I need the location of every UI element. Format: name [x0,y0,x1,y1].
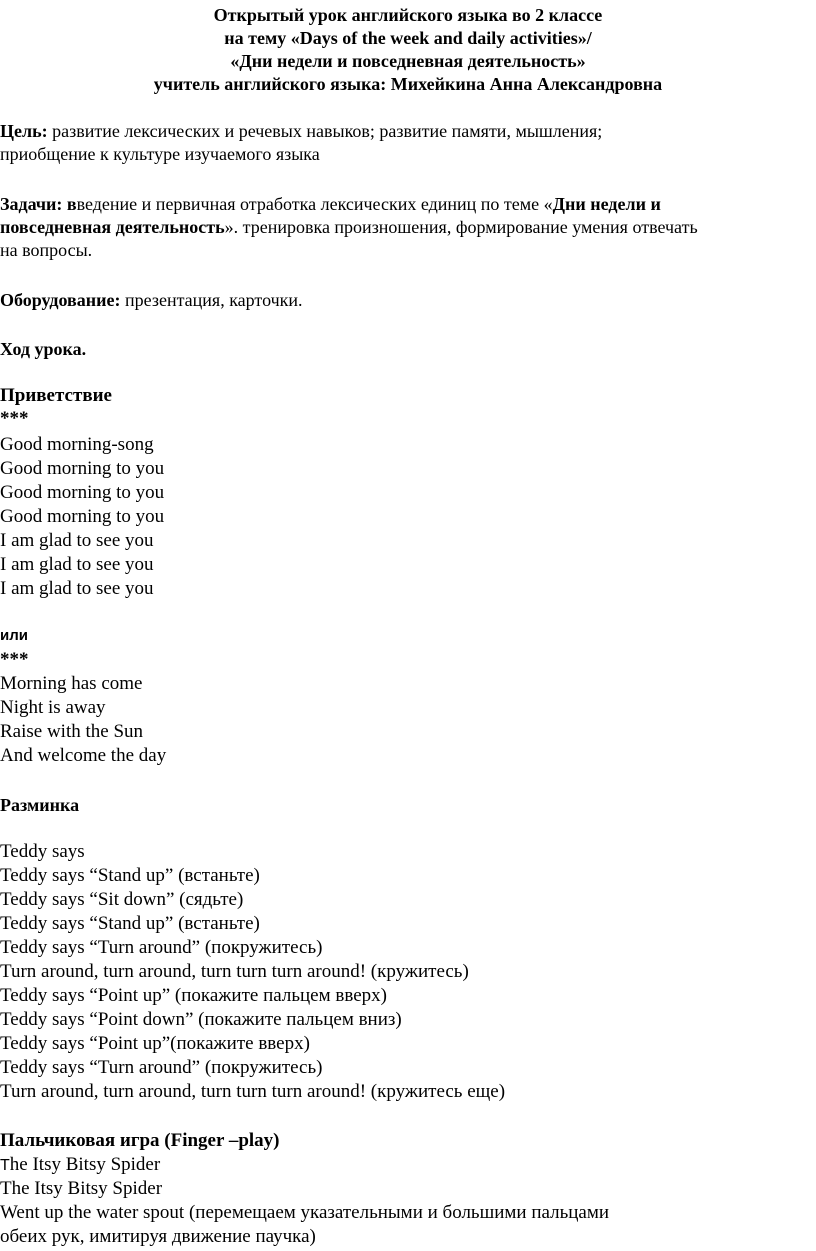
warmup-line: Teddy says “Turn around” (покружитесь) [0,1057,323,1078]
song2-line: Night is away [0,697,106,718]
warmup-line: Teddy says “Point up”(покажите вверх) [0,1033,310,1054]
finger-play-line-4: обеих рук, имитируя движение паучка) [0,1226,316,1247]
equipment-text: презентация, карточки. [120,290,303,310]
song1-line: I am glad to see you [0,530,154,551]
song1-line: I am glad to see you [0,578,154,599]
finger-play-line-2: The Itsy Bitsy Spider [0,1178,163,1199]
finger-play-line-3: Went up the water spout (перемещаем указательными и большими пальцами [0,1202,610,1223]
title-line-2: на тему «Days of the week and daily activities»/ [224,28,592,48]
tasks-topic-1: Дни недели и [552,194,661,214]
goal-paragraph [0,120,816,166]
title-line-1: Открытый урок английского языка во 2 классе [213,5,603,25]
song2-line: And welcome the day [0,745,167,766]
song2-line: Morning has come [0,673,143,694]
tasks-text-3: на вопросы. [0,240,93,260]
song2-line: Raise with the Sun [0,721,144,742]
warmup-line: Turn around, turn around, turn turn turn around! (кружитесь) [0,961,469,982]
finger-play-first-letter: T [0,1157,10,1174]
goal-text-1: развитие лексических и речевых навыков; развитие памяти, мышления; [47,121,603,141]
title-line-4: учитель английского языка: Михейкина Анна Александровна [153,74,663,94]
warmup-line: Teddy says “Point up” (покажите пальцем вверх) [0,985,387,1006]
warmup-line: Teddy says “Sit down” (сядьте) [0,889,244,910]
song1-line: Good morning to you [0,482,165,503]
warmup-line: Turn around, turn around, turn turn turn around! (кружитесь еще) [0,1081,506,1102]
warmup-heading: Разминка [0,795,80,815]
song1-line: Good morning to you [0,458,165,479]
title-line-3: «Дни недели и повседневная деятельность» [230,51,586,71]
warmup-line: Teddy says [0,841,85,862]
or-label: или [0,627,28,644]
greeting-heading: Приветствие [0,385,112,406]
greeting-stars-1: *** [0,408,29,429]
warmup-line: Teddy says “Stand up” (встаньте) [0,865,260,886]
song1-line: Good morning-song [0,434,154,455]
song1-line: Good morning to you [0,506,165,527]
document-title [0,4,816,96]
finger-play-line-1-rest: he Itsy Bitsy Spider [9,1154,161,1175]
tasks-text-2: ». тренировка произношения, формирование умения отвечать [224,217,698,237]
goal-label: Цель: [0,121,48,141]
lesson-heading: Ход урока. [0,339,87,359]
greeting-stars-2: *** [0,649,29,670]
goal-text-2: приобщение к культуре изучаемого языка [0,144,320,164]
tasks-text-1: ведение и первичная отработка лексических единиц по теме « [76,194,553,214]
warmup-line: Teddy says “Point down” (покажите пальцем вниз) [0,1009,402,1030]
warmup-line: Teddy says “Turn around” (покружитесь) [0,937,323,958]
song1-line: I am glad to see you [0,554,154,575]
tasks-label: Задачи: в [0,194,77,214]
equipment-label: Оборудование: [0,290,121,310]
finger-play-heading: Пальчиковая игра (Finger –play) [0,1130,280,1151]
finger-play-line-1 [0,1153,160,1178]
tasks-paragraph [0,193,816,262]
tasks-topic-2: повседневная деятельность [0,217,225,237]
warmup-line: Teddy says “Stand up” (встаньте) [0,913,260,934]
equipment-paragraph [0,289,816,312]
